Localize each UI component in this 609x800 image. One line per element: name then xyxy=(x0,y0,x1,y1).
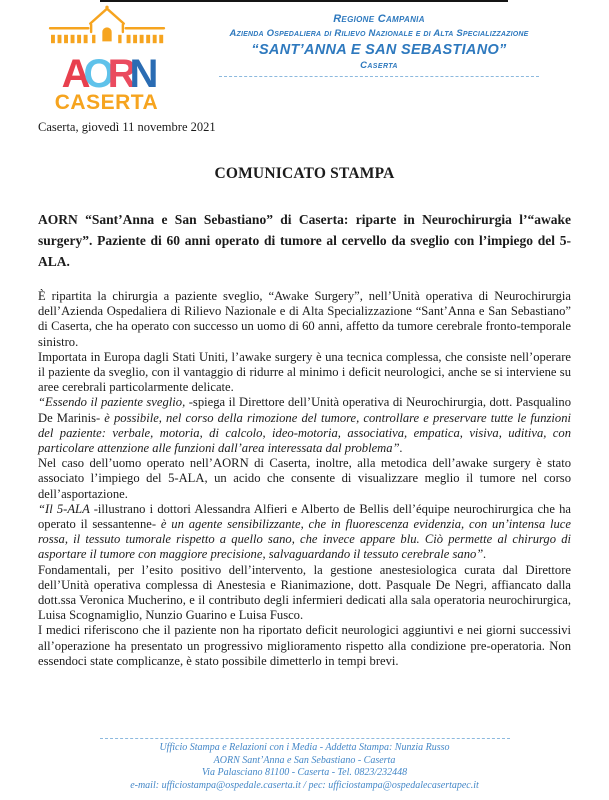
paragraph-segment: È ripartita la chirurgia a paziente sveglio, “Awake Surgery”, nell’Unità operativa di Neurochirurgia dell’Azienda Ospedaliera di Rilievo Nazionale e di Alta Specializzazione “Sant’Anna e San Sebastiano” di Caserta, che ha operato con successo un uomo di 60 anni, affetto da tumore cerebrale fronto-temporale sinistro. xyxy=(38,289,571,349)
door-shape xyxy=(102,27,111,41)
footer-divider xyxy=(100,738,510,739)
logo-letter: A xyxy=(61,52,84,96)
paragraph-segment: I medici riferiscono che il paziente non ha riportato deficit neurologici aggiuntivi e nei giorni successivi all’operazione ha presentato un progressivo miglioramento rispetto alla condizione pre-operatoria. Non essendoci state complicanze, è stato possibile dimetterlo in tempi brevi. xyxy=(38,623,571,668)
paragraph-segment: Nel caso dell’uomo operato nell’AORN di Caserta, inoltre, alla metodica dell’awake surgery è stato associato l’impiego del 5-ALA, un acido che consente di visualizzare meglio il tumore nel corso dell’asportazione. xyxy=(38,456,571,501)
body-paragraph xyxy=(38,623,571,669)
document-body xyxy=(0,120,609,669)
azienda-line: Azienda Ospedaliera di Rilievo Nazionale e di Alta Specializzazione xyxy=(229,28,529,39)
hospital-name-line: “SANT’ANNA E SAN SEBASTIANO” xyxy=(251,42,507,58)
footer-line: e-mail: ufficiostampa@ospedale.caserta.it / pec: ufficiostampa@ospedalecasertapec.it xyxy=(130,779,479,791)
region-line: Regione Campania xyxy=(333,13,425,25)
document-title: COMUNICATO STAMPA xyxy=(214,165,395,182)
paragraph-segment: -illustrano i dottori Alessandra Alfieri e Alberto de Bellis dell’équipe neurochirurgica che ha operato il sessantenne- xyxy=(38,501,571,532)
footer-line: Ufficio Stampa e Relazioni con i Media - Addetta Stampa: Nunzia Russo xyxy=(159,742,450,753)
body-paragraph xyxy=(38,502,571,563)
letterhead-divider xyxy=(219,76,539,77)
body-paragraph xyxy=(38,456,571,502)
paragraphs-container xyxy=(38,289,571,669)
dateline: Caserta, giovedì 11 novembre 2021 xyxy=(38,120,216,134)
footer xyxy=(0,738,609,792)
footer-line: Via Palasciano 81100 - Caserta - Tel. 0823/232448 xyxy=(201,767,408,778)
paragraph-segment: “Essendo il paziente sveglio, xyxy=(38,395,189,410)
top-rule xyxy=(100,0,508,2)
logo-letter: R xyxy=(107,52,130,96)
paragraph-segment: Importata in Europa dagli Stati Uniti, l’awake surgery è una tecnica complessa, che consiste nell’operare il paziente da sveglio, con il vantaggio di ridurre al minimo i deficit neurologici, anche se si interviene su aree cerebrali particolarmente delicate. xyxy=(38,349,571,395)
body-paragraph xyxy=(38,395,571,456)
logo-caserta-text: CASERTA xyxy=(54,91,159,114)
paragraph-segment: è possibile, nel corso della rimozione del tumore, controllare e preservare tutte le funzioni del paziente: verbale, motoria, di calcolo, ideo-motoria, associativa, empatica, visiva, uditiva, con particolare attenzione alle funzioni dall’area interessata dal problema”. xyxy=(38,410,571,456)
letterhead-text xyxy=(169,4,589,77)
body-paragraph xyxy=(38,350,571,396)
logo-letter: O xyxy=(83,52,108,96)
logo-letter: N xyxy=(129,52,152,96)
letterhead xyxy=(0,0,609,114)
city-line: Caserta xyxy=(360,60,398,71)
logo-aorn-text xyxy=(44,52,169,96)
subject-paragraph: AORN “Sant’Anna e San Sebastiano” di Caserta: riparte in Neurochirurgia l’“awake surgery”. Paziente di 60 anni operato di tumore al cervello da sveglio con l’impiego del 5-ALA. xyxy=(38,212,571,269)
aorn-logo xyxy=(44,4,169,114)
footer-line: AORN Sant’Anna e San Sebastiano - Caserta xyxy=(213,754,396,766)
body-paragraph xyxy=(38,289,571,350)
paragraph-segment: “Il 5-ALA xyxy=(38,501,94,516)
paragraph-segment: è un agente sensibilizzante, che in fluorescenza evidenzia, con un’intensa luce rossa, il tessuto tumorale rispetto a quello sano, che invece appare blu. Ciò permette al chirurgo di asportare il tumore con maggiore precisione, salvaguardando il tessuto cerebrale sano”. xyxy=(38,517,571,562)
paragraph-segment: -spiega il Direttore dell’Unità operativa di Neurochirurgia, dott. Pasqualino De Marinis- xyxy=(38,395,571,425)
body-paragraph xyxy=(38,563,571,624)
paragraph-segment: Fondamentali, per l’esito positivo dell’intervento, la gestione anestesiologica curata dal Direttore dell’Unità operativa complessa di Anestesia e Rianimazione, dott. Pasquale De Negri, affiancato dalla dott.ssa Veronica Mucherino, e il contributo degli infermieri dedicati alla sala operatoria neurochirurgica, Luisa Scognamiglio, Nunzio Guarino e Luisa Fusco. xyxy=(38,562,571,623)
